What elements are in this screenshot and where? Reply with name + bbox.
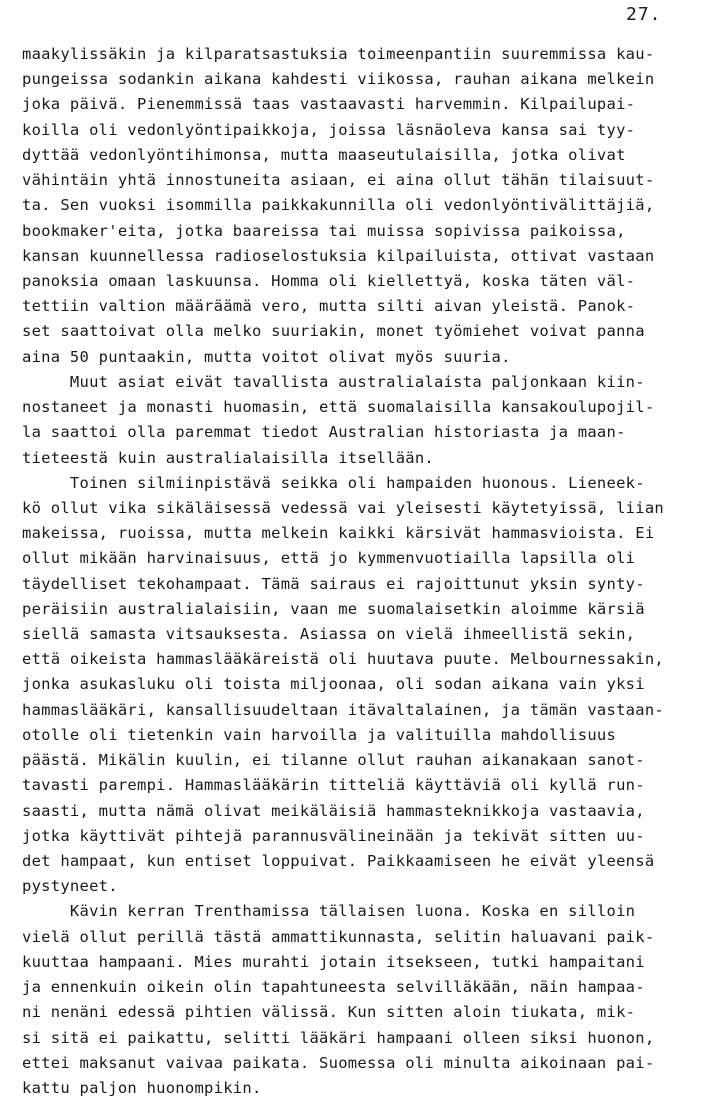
text-line: että oikeista hammaslääkäreistä oli huutava puute. Melbournessakin, <box>22 650 664 669</box>
text-line: päästä. Mikälin kuulin, ei tilanne ollut rauhan aikanakaan sanot- <box>22 751 645 770</box>
text-line: maakylissäkin ja kilparatsastuksia toimeenpantiin suuremmissa kau- <box>22 45 655 63</box>
text-line: joka päivä. Pienemmissä taas vastaavasti harvemmin. Kilpailupai- <box>22 95 636 114</box>
text-line: hammaslääkäri, kansallisuudeltaan itävaltalainen, ja tämän vastaan- <box>22 700 664 719</box>
text-line: pungeissa sodankin aikana kahdesti viikossa, rauhan aikana melkein <box>22 70 655 89</box>
text-line: ta. Sen vuoksi isommilla paikkakunnilla oli vedonlyöntivälittäjiä, <box>22 196 655 215</box>
text-line: kansan kuunnellessa radioselostuksia kilpailuista, ottivat vastaan <box>22 246 655 265</box>
text-line: jonka asukasluku oli toista miljoonaa, oli sodan aikana vain yksi <box>22 675 645 694</box>
text-line: ollut mikään harvinaisuus, että jo kymmenvuotiailla lapsilla oli <box>22 549 636 568</box>
text-line: tieteestä kuin australialaisilla itsellään. <box>22 448 435 467</box>
text-line: Kävin kerran Trenthamissa tällaisen luona. Koska en silloin <box>22 902 636 921</box>
text-line: makeissa, ruoissa, mutta melkein kaikki kärsivät hammasvioista. Ei <box>22 524 655 543</box>
text-line: pystyneet. <box>22 877 118 896</box>
text-line: ni nenäni edessä pihtien välissä. Kun sitten aloin tiukata, mik- <box>22 1003 636 1022</box>
text-line: tettiin valtion määräämä vero, mutta silti aivan yleistä. Panok- <box>22 297 636 316</box>
text-line: aina 50 puntaakin, mutta voitot olivat myös suuria. <box>22 347 511 366</box>
text-line: kuuttaa hampaani. Mies murahti jotain itsekseen, tutki hampaitani <box>22 952 645 971</box>
text-line: saasti, mutta nämä olivat meikäläisiä hammasteknikkoja vastaavia, <box>22 801 645 820</box>
text-line: vähintäin yhtä innostuneita asiaan, ei aina ollut tähän tilaisuut- <box>22 171 655 190</box>
text-line: ja ennenkuin oikein olin tapahtuneesta selvilläkään, näin hampaa- <box>22 978 645 997</box>
text-line: jotka käyttivät pihtejä parannusvälineinään ja tekivät sitten uu- <box>22 826 645 845</box>
text-line: ettei maksanut vaivaa paikata. Suomessa oli minulta aikoinaan pai- <box>22 1053 655 1072</box>
text-line: nostaneet ja monasti huomasin, että suomalaisilla kansakoulupojil- <box>22 398 655 417</box>
text-line: siellä samasta vitsauksesta. Asiassa on vielä ihmeellistä sekin, <box>22 625 636 644</box>
text-line: koilla oli vedonlyöntipaikkoja, joissa läsnäoleva kansa sai tyy- <box>22 120 636 139</box>
text-line: set saattoivat olla melko suuriakin, monet työmiehet voivat panna <box>22 322 645 341</box>
text-line: det hampaat, kun entiset loppuivat. Paikkaamiseen he eivät yleensä <box>22 852 655 870</box>
text-line: Muut asiat eivät tavallista australialaista paljonkaan kiin- <box>22 372 645 391</box>
text-line: täydelliset tekohampaat. Tämä sairaus ei rajoittunut yksin synty- <box>22 574 645 593</box>
body-text <box>22 42 712 1101</box>
text-line: vielä ollut perillä tästä ammattikunnasta, selitin haluavani paik- <box>22 927 655 946</box>
text-line: kö ollut vika sikäläisessä vedessä vai yleisesti käytetyissä, liian <box>22 498 664 517</box>
text-line: bookmaker'eita, jotka baareissa tai muissa sopivissa paikoissa, <box>22 221 626 240</box>
text-line: peräisiin australialaisiin, vaan me suomalaisetkin aloimme kärsiä <box>22 599 645 618</box>
text-line: tavasti parempi. Hammaslääkärin titteliä käyttäviä oli kyllä run- <box>22 776 645 795</box>
text-line: si sitä ei paikattu, selitti lääkäri hampaani olleen siksi huonon, <box>22 1028 655 1047</box>
text-line: panoksia omaan laskuunsa. Homma oli kiellettyä, koska täten väl- <box>22 271 636 290</box>
text-line: otolle oli tietenkin vain harvoilla ja valituilla mahdollisuus <box>22 725 617 744</box>
page-number: 27. <box>626 4 662 25</box>
text-line: Toinen silmiinpistävä seikka oli hampaiden huonous. Lieneek- <box>22 473 645 492</box>
text-line: la saattoi olla paremmat tiedot Australian historiasta ja maan- <box>22 423 626 442</box>
text-line: dyttää vedonlyöntihimonsa, mutta maaseutulaisilla, jotka olivat <box>22 145 626 164</box>
text-line: kattu paljon huonompikin. <box>22 1078 262 1097</box>
